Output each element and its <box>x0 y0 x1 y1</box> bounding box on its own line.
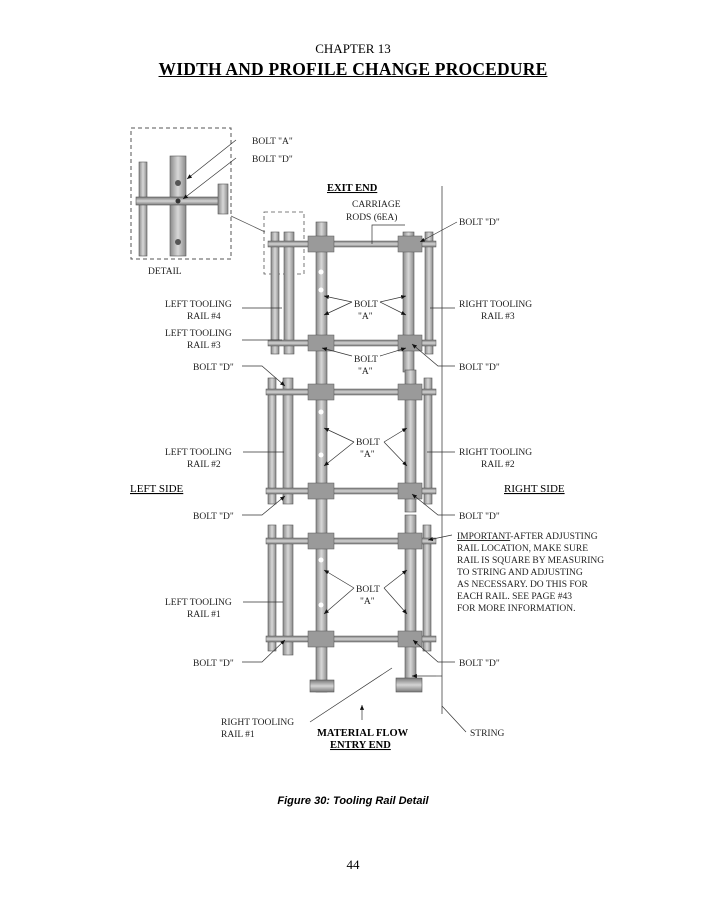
important-note-line-1 <box>457 532 598 542</box>
important-note-line-6: EACH RAIL. SEE PAGE #43 <box>457 592 572 602</box>
important-note-text-1: -AFTER ADJUSTING <box>510 532 598 542</box>
chapter-heading: CHAPTER 13 <box>315 41 391 56</box>
center-spine <box>310 222 334 692</box>
label-material-flow: MATERIAL FLOW <box>317 728 409 739</box>
label-right-rail-1-2: RAIL #1 <box>221 730 255 740</box>
label-bolt-d-left-2: BOLT "D" <box>193 512 234 522</box>
label-left-rail-2-2: RAIL #2 <box>187 460 221 470</box>
label-bolt-a3-2: "A" <box>360 450 375 460</box>
label-right-side: RIGHT SIDE <box>504 483 565 495</box>
label-left-rail-4-1: LEFT TOOLING <box>165 300 232 310</box>
label-bolt-d-left-1: BOLT "D" <box>193 363 234 373</box>
page-title: WIDTH AND PROFILE CHANGE PROCEDURE <box>158 59 548 79</box>
important-note-line-3: RAIL IS SQUARE BY MEASURING <box>457 556 605 566</box>
label-left-rail-1-1: LEFT TOOLING <box>165 598 232 608</box>
label-bolt-d-right-2: BOLT "D" <box>459 512 500 522</box>
right-tooling-rails <box>396 232 433 692</box>
page-number: 44 <box>346 857 360 872</box>
label-bolt-a1-2: "A" <box>358 312 373 322</box>
label-right-rail-1-1: RIGHT TOOLING <box>221 718 295 728</box>
label-left-rail-1-2: RAIL #1 <box>187 610 221 620</box>
label-carriage-rods-1: CARRIAGE <box>352 200 401 210</box>
label-bolt-a2-2: "A" <box>358 367 373 377</box>
important-note-line-5: AS NECESSARY. DO THIS FOR <box>457 580 588 590</box>
label-bolt-a4-1: BOLT <box>356 585 380 595</box>
figure-caption: Figure 30: Tooling Rail Detail <box>277 795 429 807</box>
label-bolt-a3-1: BOLT <box>356 438 380 448</box>
important-note-line-4: TO STRING AND ADJUSTING <box>457 568 583 578</box>
label-detail-bolt-a: BOLT "A" <box>252 137 293 147</box>
label-right-rail-2-2: RAIL #2 <box>481 460 515 470</box>
label-right-rail-3-1: RIGHT TOOLING <box>459 300 533 310</box>
label-exit-end: EXIT END <box>327 183 378 194</box>
label-entry-end: ENTRY END <box>330 740 391 751</box>
label-bolt-d-top-right: BOLT "D" <box>459 218 500 228</box>
label-bolt-a2-1: BOLT <box>354 355 378 365</box>
label-bolt-a4-2: "A" <box>360 597 375 607</box>
label-left-rail-4-2: RAIL #4 <box>187 312 221 322</box>
important-note-line-7: FOR MORE INFORMATION. <box>457 604 576 614</box>
label-bolt-d-left-3: BOLT "D" <box>193 659 234 669</box>
label-left-rail-3-2: RAIL #3 <box>187 341 221 351</box>
label-left-side: LEFT SIDE <box>130 483 184 495</box>
label-bolt-a1-1: BOLT <box>354 300 378 310</box>
label-detail: DETAIL <box>148 267 182 277</box>
label-string: STRING <box>470 729 505 739</box>
important-note-head: IMPORTANT <box>457 532 511 542</box>
label-right-rail-2-1: RIGHT TOOLING <box>459 448 533 458</box>
label-detail-bolt-d: BOLT "D" <box>252 155 293 165</box>
label-right-rail-3-2: RAIL #3 <box>481 312 515 322</box>
figure-labels <box>130 137 604 751</box>
label-carriage-rods-2: RODS (6EA) <box>346 213 398 223</box>
label-bolt-d-right-1: BOLT "D" <box>459 363 500 373</box>
label-left-rail-2-1: LEFT TOOLING <box>165 448 232 458</box>
left-tooling-rails <box>268 232 294 655</box>
label-left-rail-3-1: LEFT TOOLING <box>165 329 232 339</box>
important-note-line-2: RAIL LOCATION, MAKE SURE <box>457 544 589 554</box>
label-bolt-d-right-3: BOLT "D" <box>459 659 500 669</box>
